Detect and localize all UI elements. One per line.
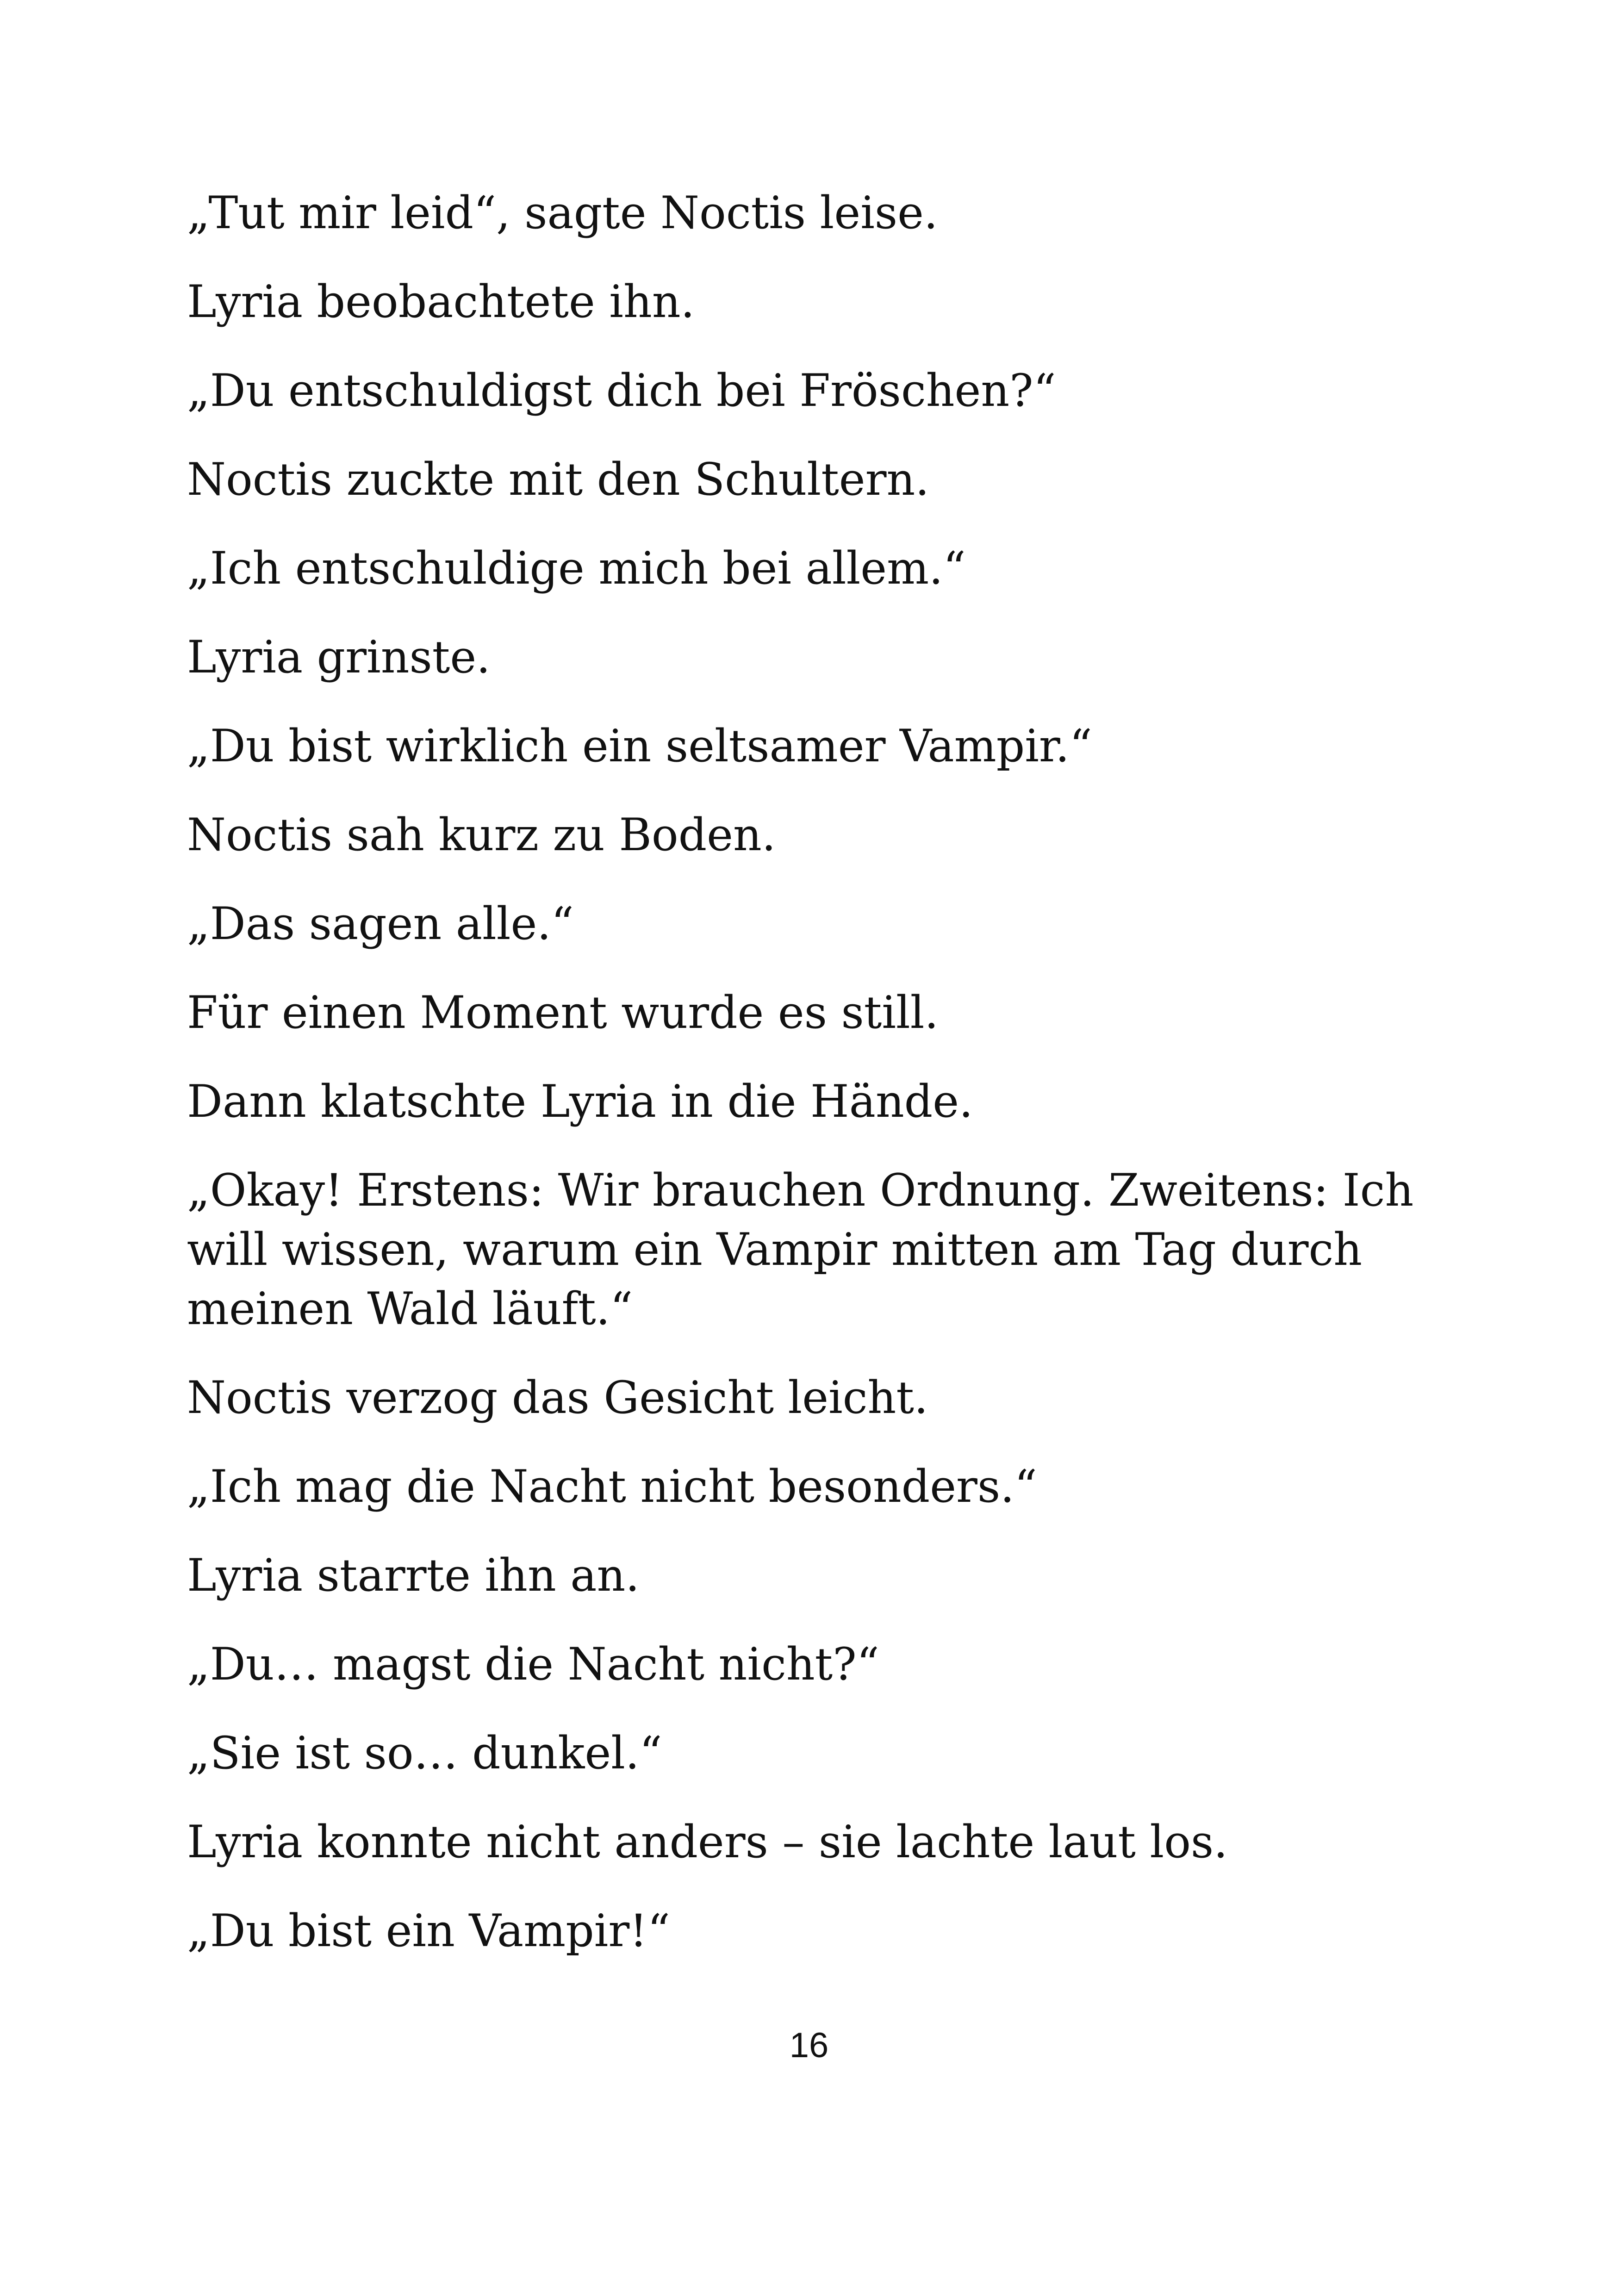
paragraph: Lyria beobachtete ihn. bbox=[187, 276, 695, 328]
paragraph: „Das sagen alle.“ bbox=[187, 898, 574, 950]
paragraph: Lyria konnte nicht anders – sie lachte laut los. bbox=[187, 1816, 1228, 1868]
paragraph: „Du entschuldigst dich bei Fröschen?“ bbox=[187, 365, 1056, 417]
page-number: 16 bbox=[789, 2026, 829, 2065]
paragraph: „Okay! Erstens: Wir brauchen Ordnung. Zweitens: Ich will wissen, warum ein Vampir mitten am Tag durch meinen Wald läuft.“ bbox=[187, 1164, 1414, 1335]
paragraph: „Ich entschuldige mich bei allem.“ bbox=[187, 542, 966, 594]
paragraph: Für einen Moment wurde es still. bbox=[187, 987, 939, 1039]
paragraph: Noctis verzog das Gesicht leicht. bbox=[187, 1372, 928, 1424]
paragraph: „Du bist wirklich ein seltsamer Vampir.“ bbox=[187, 720, 1092, 772]
body-text bbox=[187, 183, 1446, 1990]
paragraph: Noctis zuckte mit den Schultern. bbox=[187, 454, 929, 505]
paragraph: „Ich mag die Nacht nicht besonders.“ bbox=[187, 1461, 1037, 1512]
paragraph: „Tut mir leid“, sagte Noctis leise. bbox=[187, 187, 938, 239]
paragraph: „Du bist ein Vampir!“ bbox=[187, 1905, 670, 1957]
paragraph: Dann klatschte Lyria in die Hände. bbox=[187, 1076, 973, 1127]
paragraph: Lyria starrte ihn an. bbox=[187, 1549, 640, 1601]
paragraph: „Du… magst die Nacht nicht?“ bbox=[187, 1638, 879, 1690]
paragraph: „Sie ist so… dunkel.“ bbox=[187, 1727, 662, 1779]
paragraph: Lyria grinste. bbox=[187, 631, 491, 683]
paragraph: Noctis sah kurz zu Boden. bbox=[187, 809, 776, 861]
